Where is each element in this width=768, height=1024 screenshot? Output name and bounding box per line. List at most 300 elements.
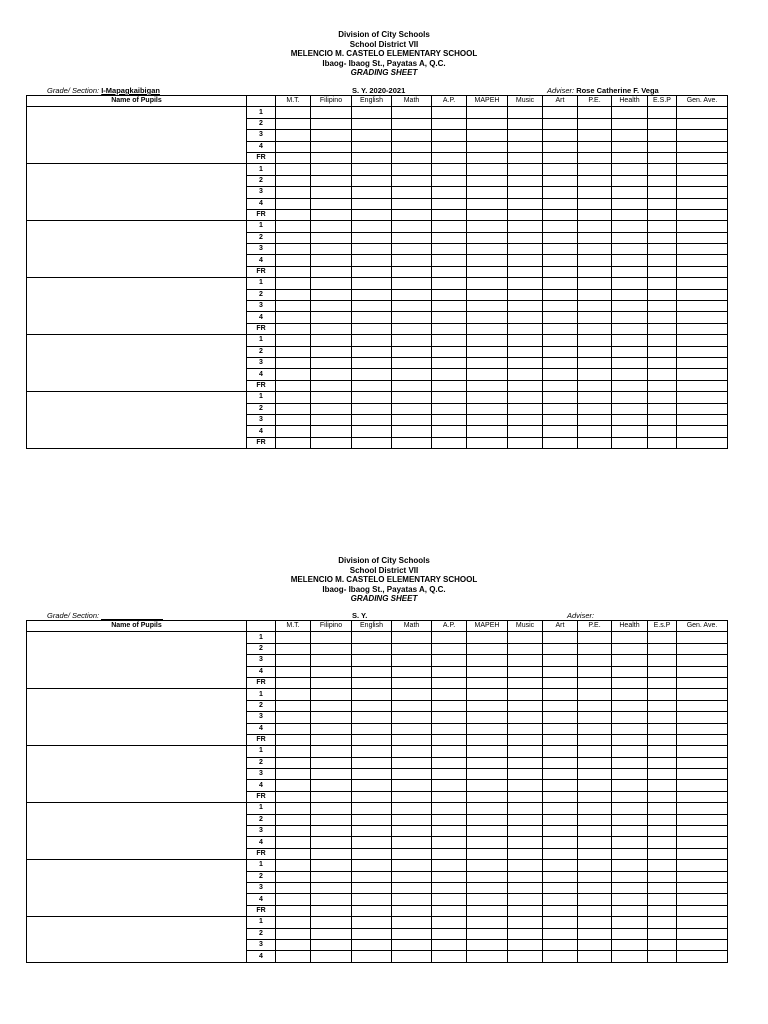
grade-cell[interactable] — [578, 130, 612, 141]
grade-cell[interactable] — [311, 187, 352, 198]
grade-cell[interactable] — [578, 894, 612, 905]
grade-cell[interactable] — [612, 209, 648, 220]
grade-cell[interactable] — [311, 369, 352, 380]
grade-cell[interactable] — [432, 175, 467, 186]
grade-cell[interactable] — [311, 232, 352, 243]
grade-cell[interactable] — [392, 278, 432, 289]
grade-cell[interactable] — [392, 643, 432, 654]
grade-cell[interactable] — [276, 951, 311, 962]
grade-cell[interactable] — [392, 380, 432, 391]
grade-cell[interactable] — [276, 301, 311, 312]
grade-cell[interactable] — [677, 164, 728, 175]
grade-cell[interactable] — [432, 198, 467, 209]
grade-cell[interactable] — [467, 928, 508, 939]
grade-cell[interactable] — [311, 198, 352, 209]
grade-cell[interactable] — [467, 677, 508, 688]
grade-cell[interactable] — [352, 437, 392, 448]
grade-cell[interactable] — [352, 107, 392, 118]
grade-cell[interactable] — [432, 666, 467, 677]
grade-cell[interactable] — [612, 848, 648, 859]
grade-cell[interactable] — [578, 414, 612, 425]
grade-cell[interactable] — [578, 380, 612, 391]
grade-cell[interactable] — [432, 939, 467, 950]
grade-cell[interactable] — [311, 130, 352, 141]
grade-cell[interactable] — [543, 655, 578, 666]
grade-cell[interactable] — [677, 723, 728, 734]
grade-cell[interactable] — [648, 666, 677, 677]
grade-cell[interactable] — [648, 301, 677, 312]
grade-cell[interactable] — [467, 312, 508, 323]
grade-cell[interactable] — [578, 426, 612, 437]
pupil-name-cell[interactable] — [27, 221, 247, 278]
grade-cell[interactable] — [432, 917, 467, 928]
grade-cell[interactable] — [311, 666, 352, 677]
grade-cell[interactable] — [612, 894, 648, 905]
grade-cell[interactable] — [612, 826, 648, 837]
grade-cell[interactable] — [352, 198, 392, 209]
grade-cell[interactable] — [677, 905, 728, 916]
grade-cell[interactable] — [677, 848, 728, 859]
grade-cell[interactable] — [276, 130, 311, 141]
grade-cell[interactable] — [432, 278, 467, 289]
grade-cell[interactable] — [311, 780, 352, 791]
grade-cell[interactable] — [392, 426, 432, 437]
grade-cell[interactable] — [392, 951, 432, 962]
grade-cell[interactable] — [612, 369, 648, 380]
grade-cell[interactable] — [432, 951, 467, 962]
grade-cell[interactable] — [543, 894, 578, 905]
grade-cell[interactable] — [352, 666, 392, 677]
grade-cell[interactable] — [508, 928, 543, 939]
grade-cell[interactable] — [648, 175, 677, 186]
grade-cell[interactable] — [648, 209, 677, 220]
grade-cell[interactable] — [648, 803, 677, 814]
grade-cell[interactable] — [578, 369, 612, 380]
grade-cell[interactable] — [578, 403, 612, 414]
grade-cell[interactable] — [276, 666, 311, 677]
grade-cell[interactable] — [612, 746, 648, 757]
grade-cell[interactable] — [432, 414, 467, 425]
grade-cell[interactable] — [648, 860, 677, 871]
grade-cell[interactable] — [467, 769, 508, 780]
grade-cell[interactable] — [543, 209, 578, 220]
grade-cell[interactable] — [677, 803, 728, 814]
grade-cell[interactable] — [352, 392, 392, 403]
grade-cell[interactable] — [432, 769, 467, 780]
grade-cell[interactable] — [392, 734, 432, 745]
grade-cell[interactable] — [578, 164, 612, 175]
grade-cell[interactable] — [432, 677, 467, 688]
grade-cell[interactable] — [508, 734, 543, 745]
grade-cell[interactable] — [432, 130, 467, 141]
grade-cell[interactable] — [677, 769, 728, 780]
grade-cell[interactable] — [352, 928, 392, 939]
grade-cell[interactable] — [612, 689, 648, 700]
grade-cell[interactable] — [311, 712, 352, 723]
grade-cell[interactable] — [677, 209, 728, 220]
grade-cell[interactable] — [543, 939, 578, 950]
grade-cell[interactable] — [276, 882, 311, 893]
grade-cell[interactable] — [392, 141, 432, 152]
grade-cell[interactable] — [467, 700, 508, 711]
grade-cell[interactable] — [467, 814, 508, 825]
grade-cell[interactable] — [612, 905, 648, 916]
grade-cell[interactable] — [432, 632, 467, 643]
pupil-name-cell[interactable] — [27, 632, 247, 689]
grade-cell[interactable] — [543, 198, 578, 209]
grade-cell[interactable] — [311, 289, 352, 300]
grade-cell[interactable] — [352, 848, 392, 859]
grade-cell[interactable] — [352, 301, 392, 312]
grade-cell[interactable] — [276, 700, 311, 711]
grade-cell[interactable] — [311, 414, 352, 425]
grade-cell[interactable] — [432, 712, 467, 723]
grade-cell[interactable] — [311, 860, 352, 871]
grade-cell[interactable] — [276, 244, 311, 255]
grade-cell[interactable] — [392, 403, 432, 414]
grade-cell[interactable] — [392, 939, 432, 950]
grade-cell[interactable] — [578, 632, 612, 643]
grade-cell[interactable] — [648, 437, 677, 448]
grade-cell[interactable] — [612, 757, 648, 768]
grade-cell[interactable] — [311, 734, 352, 745]
grade-cell[interactable] — [677, 780, 728, 791]
grade-cell[interactable] — [467, 357, 508, 368]
grade-cell[interactable] — [612, 723, 648, 734]
grade-cell[interactable] — [276, 803, 311, 814]
grade-cell[interactable] — [311, 175, 352, 186]
grade-cell[interactable] — [508, 244, 543, 255]
grade-cell[interactable] — [467, 107, 508, 118]
grade-cell[interactable] — [432, 209, 467, 220]
grade-cell[interactable] — [578, 278, 612, 289]
grade-cell[interactable] — [392, 780, 432, 791]
grade-cell[interactable] — [648, 141, 677, 152]
pupil-name-cell[interactable] — [27, 689, 247, 746]
grade-cell[interactable] — [432, 403, 467, 414]
grade-cell[interactable] — [392, 905, 432, 916]
grade-cell[interactable] — [677, 746, 728, 757]
grade-cell[interactable] — [311, 107, 352, 118]
grade-cell[interactable] — [432, 426, 467, 437]
grade-cell[interactable] — [276, 187, 311, 198]
grade-cell[interactable] — [578, 346, 612, 357]
grade-cell[interactable] — [612, 312, 648, 323]
grade-cell[interactable] — [432, 723, 467, 734]
grade-cell[interactable] — [392, 871, 432, 882]
grade-cell[interactable] — [578, 860, 612, 871]
grade-cell[interactable] — [578, 357, 612, 368]
grade-cell[interactable] — [467, 860, 508, 871]
grade-cell[interactable] — [276, 335, 311, 346]
grade-cell[interactable] — [432, 814, 467, 825]
grade-cell[interactable] — [392, 164, 432, 175]
grade-cell[interactable] — [467, 323, 508, 334]
grade-cell[interactable] — [543, 232, 578, 243]
grade-cell[interactable] — [432, 905, 467, 916]
grade-cell[interactable] — [578, 198, 612, 209]
grade-cell[interactable] — [677, 244, 728, 255]
grade-cell[interactable] — [352, 414, 392, 425]
grade-cell[interactable] — [311, 380, 352, 391]
grade-cell[interactable] — [508, 803, 543, 814]
grade-cell[interactable] — [648, 848, 677, 859]
grade-cell[interactable] — [612, 244, 648, 255]
grade-cell[interactable] — [352, 882, 392, 893]
grade-cell[interactable] — [311, 746, 352, 757]
grade-cell[interactable] — [432, 380, 467, 391]
grade-cell[interactable] — [352, 244, 392, 255]
grade-cell[interactable] — [352, 632, 392, 643]
grade-cell[interactable] — [612, 380, 648, 391]
grade-cell[interactable] — [543, 848, 578, 859]
grade-cell[interactable] — [543, 175, 578, 186]
grade-cell[interactable] — [432, 803, 467, 814]
grade-cell[interactable] — [543, 118, 578, 129]
grade-cell[interactable] — [392, 244, 432, 255]
grade-cell[interactable] — [276, 107, 311, 118]
grade-cell[interactable] — [311, 882, 352, 893]
grade-cell[interactable] — [392, 917, 432, 928]
grade-cell[interactable] — [311, 871, 352, 882]
grade-cell[interactable] — [276, 278, 311, 289]
grade-cell[interactable] — [276, 323, 311, 334]
grade-cell[interactable] — [432, 643, 467, 654]
grade-cell[interactable] — [508, 141, 543, 152]
grade-cell[interactable] — [648, 426, 677, 437]
grade-cell[interactable] — [432, 141, 467, 152]
grade-cell[interactable] — [276, 380, 311, 391]
grade-cell[interactable] — [311, 632, 352, 643]
grade-cell[interactable] — [276, 837, 311, 848]
grade-cell[interactable] — [392, 289, 432, 300]
grade-cell[interactable] — [648, 346, 677, 357]
grade-cell[interactable] — [276, 266, 311, 277]
grade-cell[interactable] — [648, 198, 677, 209]
grade-cell[interactable] — [311, 266, 352, 277]
grade-cell[interactable] — [311, 278, 352, 289]
grade-cell[interactable] — [352, 746, 392, 757]
grade-cell[interactable] — [352, 118, 392, 129]
grade-cell[interactable] — [392, 769, 432, 780]
grade-cell[interactable] — [276, 141, 311, 152]
grade-cell[interactable] — [612, 175, 648, 186]
grade-cell[interactable] — [508, 301, 543, 312]
grade-cell[interactable] — [543, 164, 578, 175]
grade-cell[interactable] — [392, 323, 432, 334]
grade-cell[interactable] — [392, 414, 432, 425]
grade-cell[interactable] — [352, 734, 392, 745]
grade-cell[interactable] — [467, 301, 508, 312]
grade-cell[interactable] — [352, 814, 392, 825]
grade-cell[interactable] — [508, 107, 543, 118]
grade-cell[interactable] — [392, 723, 432, 734]
grade-cell[interactable] — [677, 414, 728, 425]
grade-cell[interactable] — [578, 221, 612, 232]
grade-cell[interactable] — [578, 769, 612, 780]
grade-cell[interactable] — [467, 871, 508, 882]
grade-cell[interactable] — [276, 780, 311, 791]
grade-cell[interactable] — [648, 289, 677, 300]
grade-cell[interactable] — [543, 837, 578, 848]
grade-cell[interactable] — [612, 655, 648, 666]
grade-cell[interactable] — [543, 905, 578, 916]
grade-cell[interactable] — [432, 346, 467, 357]
grade-cell[interactable] — [648, 712, 677, 723]
grade-cell[interactable] — [467, 141, 508, 152]
grade-cell[interactable] — [508, 700, 543, 711]
grade-cell[interactable] — [432, 837, 467, 848]
grade-cell[interactable] — [276, 734, 311, 745]
grade-cell[interactable] — [276, 655, 311, 666]
grade-cell[interactable] — [432, 826, 467, 837]
grade-cell[interactable] — [392, 814, 432, 825]
grade-cell[interactable] — [392, 437, 432, 448]
grade-cell[interactable] — [677, 301, 728, 312]
grade-cell[interactable] — [352, 152, 392, 163]
grade-cell[interactable] — [392, 152, 432, 163]
grade-cell[interactable] — [432, 848, 467, 859]
grade-cell[interactable] — [543, 746, 578, 757]
grade-cell[interactable] — [392, 209, 432, 220]
grade-cell[interactable] — [508, 882, 543, 893]
grade-cell[interactable] — [578, 905, 612, 916]
grade-cell[interactable] — [508, 278, 543, 289]
grade-cell[interactable] — [352, 826, 392, 837]
grade-cell[interactable] — [508, 380, 543, 391]
grade-cell[interactable] — [508, 723, 543, 734]
grade-cell[interactable] — [352, 780, 392, 791]
grade-cell[interactable] — [648, 278, 677, 289]
grade-cell[interactable] — [578, 700, 612, 711]
grade-cell[interactable] — [543, 266, 578, 277]
grade-cell[interactable] — [432, 791, 467, 802]
grade-cell[interactable] — [648, 871, 677, 882]
grade-cell[interactable] — [543, 392, 578, 403]
grade-cell[interactable] — [352, 655, 392, 666]
grade-cell[interactable] — [352, 426, 392, 437]
grade-cell[interactable] — [392, 118, 432, 129]
grade-cell[interactable] — [432, 928, 467, 939]
grade-cell[interactable] — [276, 164, 311, 175]
grade-cell[interactable] — [467, 164, 508, 175]
grade-cell[interactable] — [352, 380, 392, 391]
grade-cell[interactable] — [543, 437, 578, 448]
grade-cell[interactable] — [392, 175, 432, 186]
grade-cell[interactable] — [543, 357, 578, 368]
grade-cell[interactable] — [311, 152, 352, 163]
grade-cell[interactable] — [508, 780, 543, 791]
pupil-name-cell[interactable] — [27, 392, 247, 449]
grade-cell[interactable] — [578, 244, 612, 255]
grade-cell[interactable] — [467, 369, 508, 380]
grade-cell[interactable] — [352, 643, 392, 654]
grade-cell[interactable] — [677, 826, 728, 837]
grade-cell[interactable] — [392, 312, 432, 323]
grade-cell[interactable] — [677, 221, 728, 232]
grade-cell[interactable] — [612, 871, 648, 882]
grade-cell[interactable] — [311, 118, 352, 129]
grade-cell[interactable] — [612, 882, 648, 893]
grade-cell[interactable] — [352, 700, 392, 711]
grade-cell[interactable] — [612, 780, 648, 791]
grade-cell[interactable] — [432, 187, 467, 198]
grade-cell[interactable] — [648, 266, 677, 277]
grade-cell[interactable] — [467, 803, 508, 814]
grade-cell[interactable] — [276, 905, 311, 916]
grade-cell[interactable] — [276, 826, 311, 837]
grade-cell[interactable] — [392, 803, 432, 814]
grade-cell[interactable] — [612, 939, 648, 950]
grade-cell[interactable] — [612, 712, 648, 723]
grade-cell[interactable] — [276, 689, 311, 700]
grade-cell[interactable] — [543, 187, 578, 198]
grade-cell[interactable] — [508, 414, 543, 425]
grade-cell[interactable] — [276, 198, 311, 209]
grade-cell[interactable] — [648, 152, 677, 163]
grade-cell[interactable] — [543, 677, 578, 688]
grade-cell[interactable] — [677, 677, 728, 688]
grade-cell[interactable] — [392, 712, 432, 723]
grade-cell[interactable] — [648, 689, 677, 700]
grade-cell[interactable] — [276, 426, 311, 437]
grade-cell[interactable] — [432, 232, 467, 243]
grade-cell[interactable] — [352, 232, 392, 243]
grade-cell[interactable] — [432, 289, 467, 300]
grade-cell[interactable] — [612, 734, 648, 745]
grade-cell[interactable] — [543, 255, 578, 266]
grade-cell[interactable] — [467, 278, 508, 289]
grade-cell[interactable] — [677, 107, 728, 118]
grade-cell[interactable] — [578, 882, 612, 893]
grade-cell[interactable] — [677, 689, 728, 700]
grade-cell[interactable] — [508, 871, 543, 882]
grade-cell[interactable] — [578, 917, 612, 928]
grade-cell[interactable] — [311, 255, 352, 266]
grade-cell[interactable] — [432, 152, 467, 163]
grade-cell[interactable] — [578, 118, 612, 129]
grade-cell[interactable] — [352, 905, 392, 916]
grade-cell[interactable] — [612, 700, 648, 711]
grade-cell[interactable] — [392, 198, 432, 209]
grade-cell[interactable] — [352, 791, 392, 802]
grade-cell[interactable] — [352, 255, 392, 266]
grade-cell[interactable] — [276, 632, 311, 643]
grade-cell[interactable] — [648, 335, 677, 346]
grade-cell[interactable] — [508, 905, 543, 916]
grade-cell[interactable] — [578, 289, 612, 300]
grade-cell[interactable] — [677, 939, 728, 950]
grade-cell[interactable] — [352, 187, 392, 198]
grade-cell[interactable] — [648, 905, 677, 916]
grade-cell[interactable] — [677, 426, 728, 437]
grade-cell[interactable] — [276, 894, 311, 905]
grade-cell[interactable] — [578, 837, 612, 848]
grade-cell[interactable] — [352, 723, 392, 734]
grade-cell[interactable] — [311, 917, 352, 928]
grade-cell[interactable] — [612, 278, 648, 289]
grade-cell[interactable] — [612, 643, 648, 654]
grade-cell[interactable] — [467, 826, 508, 837]
grade-cell[interactable] — [648, 232, 677, 243]
grade-cell[interactable] — [677, 700, 728, 711]
grade-cell[interactable] — [467, 255, 508, 266]
grade-cell[interactable] — [467, 905, 508, 916]
grade-cell[interactable] — [648, 780, 677, 791]
grade-cell[interactable] — [648, 700, 677, 711]
grade-cell[interactable] — [311, 769, 352, 780]
grade-cell[interactable] — [543, 278, 578, 289]
